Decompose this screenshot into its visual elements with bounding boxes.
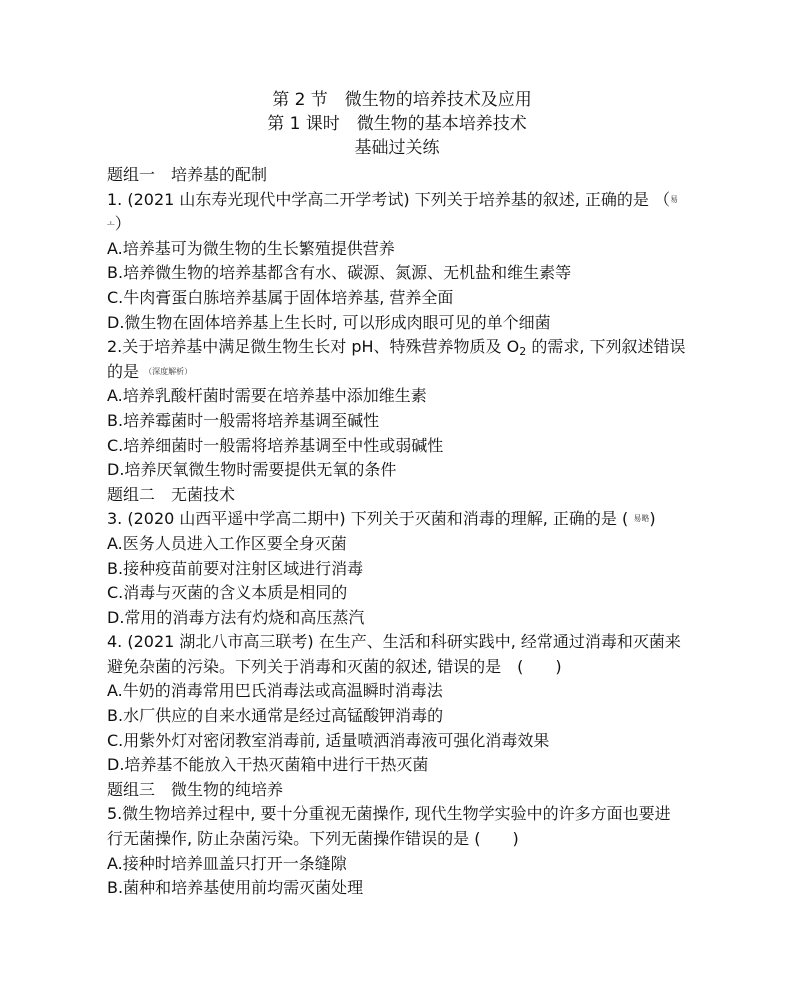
- question-5-option-b: B.菌种和培养基使用前均需灭菌处理: [107, 878, 364, 898]
- group1-heading: 题组一 培养基的配制: [107, 165, 268, 184]
- question-3-stem: [107, 507, 697, 532]
- question-3-note: 易略: [633, 514, 650, 524]
- question-1-difficulty: 易: [670, 194, 678, 204]
- question-2-text: 2.关于培养基中满足微生物生长对 pH、特殊营养物质及 O: [107, 337, 520, 357]
- question-2-text-post: 的需求, 下列叙述错误: [526, 337, 686, 357]
- question-1-stem: [107, 188, 697, 213]
- question-4-option-b: B.水厂供应的自来水通常是经过高锰酸钾消毒的: [107, 706, 444, 726]
- exercise-title: 基础过关练: [354, 138, 440, 158]
- question-2-text-2: 的是: [107, 361, 140, 381]
- question-5-stem-line2: 行无菌操作, 防止杂菌污染。下列无菌操作错误的是 ( ): [107, 829, 519, 849]
- question-3-option-b: B.接种疫苗前要对注射区域进行消毒: [107, 558, 364, 578]
- question-4-option-a: A.牛奶的消毒常用巴氏消毒法或高温瞬时消毒法: [107, 681, 443, 701]
- question-4-stem-line2: 避免杂菌的污染。下列关于消毒和灭菌的叙述, 错误的是 ( ): [107, 656, 562, 676]
- question-2-stem: [107, 335, 697, 360]
- question-2-option-c: C.培养细菌时一般需将培养基调至中性或弱碱性: [107, 435, 444, 455]
- question-2-note: （深度解析）: [144, 366, 193, 376]
- question-1-option-b: B.培养微生物的培养基都含有水、碳源、氮源、无机盐和维生素等: [107, 263, 572, 283]
- group3-heading: 题组三 微生物的纯培养: [107, 779, 284, 799]
- section-title: 第 2 节 微生物的培养技术及应用: [272, 90, 532, 110]
- question-3-text: 3. (2020 山西平遥中学高二期中) 下列关于灭菌和消毒的理解, 正确的是 (: [107, 509, 629, 529]
- question-1-stem-end: [107, 212, 697, 237]
- question-1-text: 1. (2021 山东寿光现代中学高二开学考试) 下列关于培养基的叙述, 正确的是 （: [107, 189, 670, 209]
- question-1-option-c: C.牛肉膏蛋白胨培养基属于固体培养基, 营养全面: [107, 287, 454, 307]
- question-4-stem: 4. (2021 湖北八市高三联考) 在生产、生活和科研实践中, 经常通过消毒和灭菌来: [107, 632, 681, 652]
- question-5-option-a: A.接种时培养皿盖只打开一条缝隙: [107, 853, 347, 873]
- question-3-paren-close: ): [649, 509, 656, 529]
- question-4-option-c: C.用紫外灯对密闭教室消毒前, 适量喷洒消毒液可强化消毒效果: [107, 730, 550, 750]
- lesson-title: 第 1 课时 微生物的基本培养技术: [267, 114, 527, 134]
- question-2-stem-line2: [107, 360, 697, 385]
- question-3-option-d: D.常用的消毒方法有灼烧和高压蒸汽: [107, 607, 365, 627]
- title-block: [0, 88, 794, 160]
- question-3-option-c: C.消毒与灭菌的含义本质是相同的: [107, 583, 348, 603]
- question-1-option-a: A.培养基可为微生物的生长繁殖提供营养: [107, 238, 395, 258]
- question-2-option-b: B.培养霉菌时一般需将培养基调至碱性: [107, 410, 380, 430]
- question-2-subscript: 2: [519, 345, 527, 359]
- question-5-stem: 5.微生物培养过程中, 要十分重视无菌操作, 现代生物学实验中的许多方面也要进: [107, 804, 671, 824]
- question-4-option-d: D.培养基不能放入干热灭菌箱中进行干热灭菌: [107, 755, 429, 775]
- group2-heading: 题组二 无菌技术: [107, 484, 236, 504]
- question-1-paren-close: ）: [114, 214, 131, 234]
- exercise-body: [107, 163, 697, 901]
- question-3-option-a: A.医务人员进入工作区要全身灭菌: [107, 533, 347, 553]
- question-2-option-a: A.培养乳酸杆菌时需要在培养基中添加维生素: [107, 386, 427, 406]
- question-1-difficulty-mark: ㅗ: [107, 219, 115, 229]
- question-2-option-d: D.培养厌氧微生物时需要提供无氧的条件: [107, 460, 397, 480]
- question-1-option-d: D.微生物在固体培养基上生长时, 可以形成肉眼可见的单个细菌: [107, 312, 551, 332]
